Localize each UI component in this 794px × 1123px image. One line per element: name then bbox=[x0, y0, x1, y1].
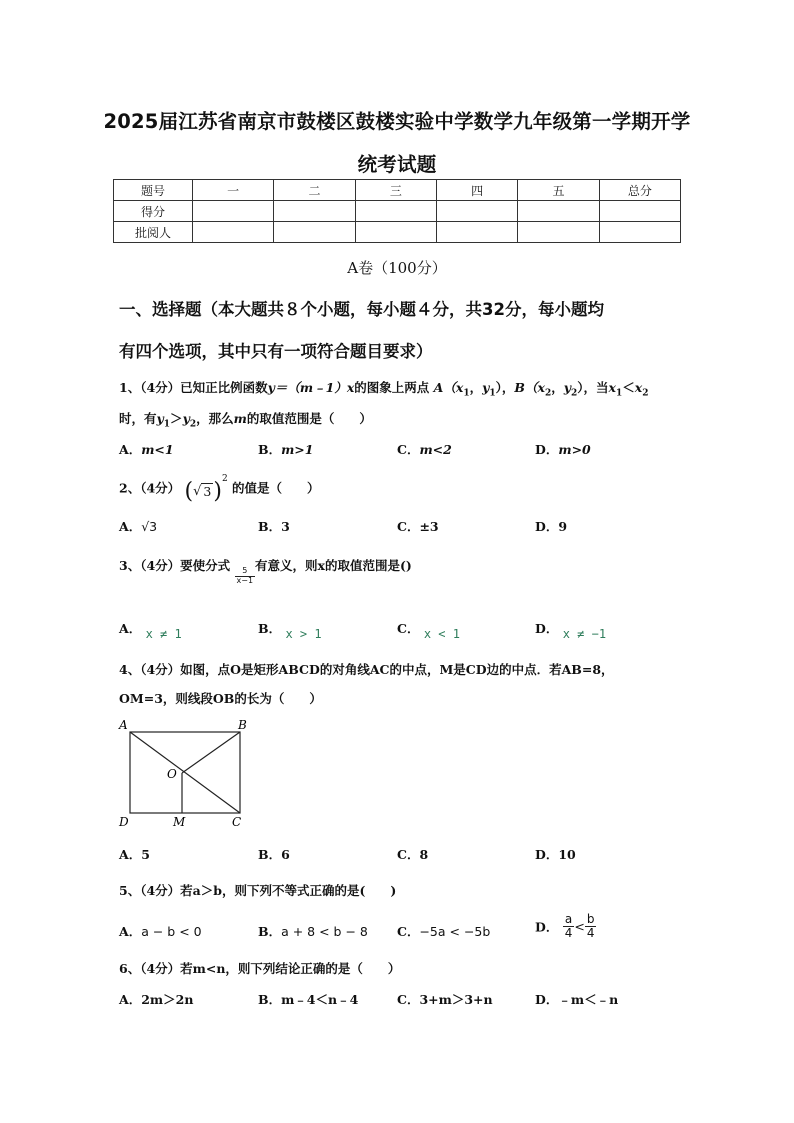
q3-fraction: $\frac{5}{x-1}$ bbox=[236, 566, 254, 585]
score-cell bbox=[274, 222, 355, 243]
question-4-line2: OM=3，则线段OB的长为（ ） bbox=[119, 691, 322, 706]
q5-d-frac-b: $\frac{b}{4}$ bbox=[586, 912, 595, 941]
q6-option-d[interactable]: D．﹣m＜﹣n bbox=[535, 992, 619, 1007]
label-d: D bbox=[119, 815, 129, 829]
q3-prefix: 3、（4分）要使分式 bbox=[119, 558, 231, 573]
q1-option-b[interactable]: B．m>1 bbox=[258, 442, 314, 457]
score-cell bbox=[274, 201, 355, 222]
q3-tail: 有意义，则x的取值范围是() bbox=[255, 558, 412, 573]
q3-option-c[interactable]: C． x < 1 bbox=[397, 621, 460, 641]
q1-cond: ，当 bbox=[583, 380, 609, 395]
q5-option-d[interactable]: D． $\frac{a}{4}$ < $\frac{b}{4}$ bbox=[535, 912, 595, 941]
section1-heading-line2: 有四个选项，其中只有一项符合题目要求） bbox=[119, 342, 433, 361]
question-1-line1: 1、（4分）已知正比例函数y＝（m﹣1）x的图象上两点 $A(x_1$，$y_1$），$B(x_2$，$y_2$），当$x_1<x_2$ bbox=[119, 380, 649, 399]
score-cell bbox=[599, 222, 680, 243]
q1-point-b: B（x bbox=[514, 380, 545, 395]
q3-option-a[interactable]: A． x ≠ 1 bbox=[119, 621, 182, 641]
score-row-label: 得分 bbox=[114, 201, 193, 222]
question-3 bbox=[119, 556, 412, 586]
q1-line2-end: ，那么 bbox=[196, 411, 234, 426]
q4-option-d[interactable]: D．10 bbox=[535, 847, 576, 862]
q2-option-c[interactable]: C．±3 bbox=[397, 519, 439, 534]
q5-option-c[interactable]: C．−5a < −5b bbox=[397, 924, 491, 939]
q1-option-c[interactable]: C．m<2 bbox=[397, 442, 452, 457]
q5-option-b[interactable]: B．a + 8 < b − 8 bbox=[258, 924, 368, 939]
q1-tail: 的取值范围是（ ） bbox=[246, 411, 372, 426]
q1-function: y＝（m﹣1）x bbox=[267, 380, 355, 395]
score-table-row bbox=[114, 222, 681, 243]
section-a-heading: A卷（100分） bbox=[347, 259, 447, 277]
q1-line2-start: 时，有 bbox=[119, 411, 157, 426]
score-table-header: 题号 bbox=[114, 180, 193, 201]
q2-option-a[interactable]: A．√3 bbox=[119, 519, 158, 534]
score-table-header: 二 bbox=[274, 180, 355, 201]
question-5: 5、（4分）若a＞b，则下列不等式正确的是( ) bbox=[119, 883, 397, 898]
label-c: C bbox=[232, 815, 242, 829]
rectangle-figure bbox=[110, 712, 260, 834]
question-4-line1: 4、（4分）如图，点O是矩形ABCD的对角线AC的中点，M是CD边的中点．若AB=8， bbox=[119, 662, 614, 677]
q6-option-b[interactable]: B．m﹣4＜n﹣4 bbox=[258, 992, 359, 1007]
q2-option-b[interactable]: B．3 bbox=[258, 519, 290, 534]
q2-option-d[interactable]: D．9 bbox=[535, 519, 568, 534]
score-table-header-row bbox=[114, 180, 681, 201]
q1-m: m bbox=[233, 411, 247, 426]
q1-mid: 的图象上两点 bbox=[354, 380, 430, 395]
q1-option-d[interactable]: D．m>0 bbox=[535, 442, 591, 457]
label-a: A bbox=[119, 718, 128, 732]
score-table-header: 总分 bbox=[599, 180, 680, 201]
label-m: M bbox=[173, 815, 186, 829]
q2-expression: (√ 3)$^2$ bbox=[184, 474, 228, 504]
q2-tail: 的值是（ ） bbox=[232, 480, 320, 496]
score-cell bbox=[518, 222, 599, 243]
score-cell bbox=[193, 222, 274, 243]
question-6: 6、（4分）若m<n，则下列结论正确的是（ ） bbox=[119, 961, 401, 976]
q5-d-frac-a: $\frac{a}{4}$ bbox=[564, 912, 573, 941]
section1-heading-line1: 一、选择题（本大题共８个小题，每小题４分，共32分，每小题均 bbox=[119, 300, 604, 319]
score-table-row bbox=[114, 201, 681, 222]
q2-exponent: 2 bbox=[221, 474, 228, 484]
q1-prefix: 1、（4分）已知正比例函数 bbox=[119, 380, 268, 395]
label-o: O bbox=[167, 767, 177, 781]
q5-option-a[interactable]: A．a − b < 0 bbox=[119, 924, 202, 939]
document-title-line1: 2025届江苏省南京市鼓楼区鼓楼实验中学数学九年级第一学期开学 bbox=[103, 110, 691, 133]
score-cell bbox=[518, 201, 599, 222]
score-cell bbox=[355, 201, 436, 222]
q3-option-d[interactable]: D． x ≠ −1 bbox=[535, 621, 607, 641]
score-table-header: 一 bbox=[193, 180, 274, 201]
q1-point-a: A（x bbox=[433, 380, 464, 395]
document-title-line2: 统考试题 bbox=[357, 153, 437, 176]
label-b: B bbox=[238, 718, 247, 732]
q6-option-c[interactable]: C．3+m＞3+n bbox=[397, 992, 493, 1007]
score-table-header: 三 bbox=[355, 180, 436, 201]
score-table bbox=[113, 179, 681, 243]
q4-option-c[interactable]: C．8 bbox=[397, 847, 429, 862]
q2-prefix: 2、（4分） bbox=[119, 480, 181, 496]
score-cell bbox=[436, 201, 517, 222]
score-cell bbox=[355, 222, 436, 243]
score-cell bbox=[436, 222, 517, 243]
q4-option-b[interactable]: B．6 bbox=[258, 847, 290, 862]
q6-option-a[interactable]: A．2m＞2n bbox=[119, 992, 194, 1007]
q1-option-a[interactable]: A．m<1 bbox=[119, 442, 174, 457]
question-1-line2: 时，有$y_1>y_2$，那么m的取值范围是（ ） bbox=[119, 411, 372, 430]
q4-option-a[interactable]: A．5 bbox=[119, 847, 150, 862]
question-2 bbox=[119, 474, 320, 504]
q3-option-b[interactable]: B． x > 1 bbox=[258, 621, 322, 641]
segment-ob bbox=[182, 732, 240, 773]
q2-radicand: 3 bbox=[203, 484, 212, 499]
score-cell bbox=[599, 201, 680, 222]
score-table-header: 五 bbox=[518, 180, 599, 201]
score-row-label: 批阅人 bbox=[114, 222, 193, 243]
score-table-header: 四 bbox=[436, 180, 517, 201]
score-cell bbox=[193, 201, 274, 222]
